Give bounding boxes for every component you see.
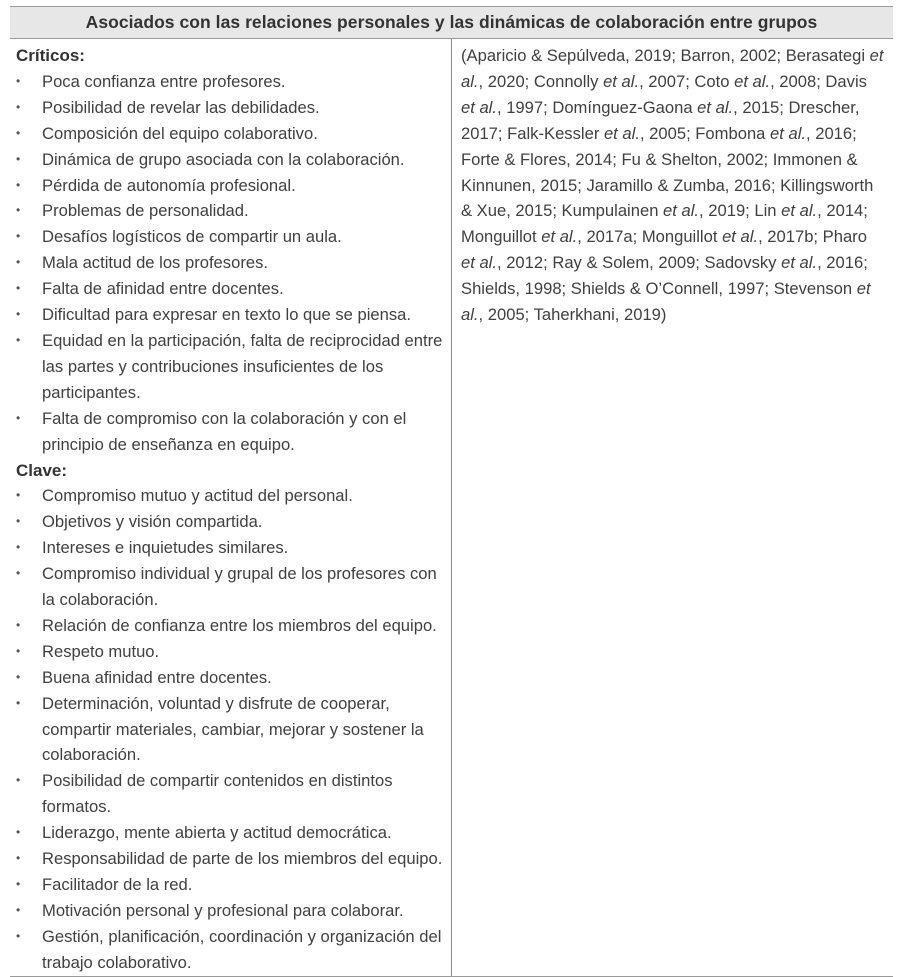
list-item <box>16 250 451 276</box>
item-list <box>16 483 451 975</box>
bullet-icon: • <box>16 151 21 166</box>
bullet-icon: • <box>16 177 21 192</box>
list-item-text: Posibilidad de revelar las debilidades. <box>42 97 320 117</box>
list-item <box>16 846 451 872</box>
list-item <box>16 276 451 302</box>
bullet-icon: • <box>16 125 21 140</box>
group-title: Críticos: <box>16 46 85 65</box>
citation-etal: et al. <box>734 71 771 91</box>
list-item <box>16 665 451 691</box>
citation-text: (Aparicio & Sepúlveda, 2019; Barron, 2002; Berasategi <box>461 46 870 65</box>
bullet-icon: • <box>16 488 21 503</box>
list-item-text: Equidad en la participación, falta de reciprocidad entre las partes y contribuciones insuficientes de los participantes. <box>42 330 443 402</box>
table-row <box>10 39 893 977</box>
list-item-text: Compromiso mutuo y actitud del personal. <box>42 486 353 506</box>
citation-etal: et al. <box>541 227 578 247</box>
factor-groups <box>16 43 451 976</box>
bullet-icon: • <box>16 229 21 244</box>
table-header: Asociados con las relaciones personales y las dinámicas de colaboración entre grupos <box>10 7 893 39</box>
citation-text: , 2016; Shields, 1998; Shields & O’Connell, 1997; Stevenson <box>461 253 868 299</box>
bullet-icon: • <box>16 566 21 581</box>
citation-etal: et al. <box>770 123 806 143</box>
citation-text: , 1997; Domínguez-Gaona <box>496 97 698 117</box>
bullet-icon: • <box>16 255 21 270</box>
bullet-icon: • <box>16 877 21 891</box>
list-item-text: Mala actitud de los profesores. <box>42 253 268 273</box>
citation-etal: et al. <box>697 97 734 117</box>
list-item-text: Respeto mutuo. <box>42 641 160 661</box>
citation-etal: et al. <box>722 227 759 247</box>
list-item-text: Determinación, voluntad y disfrute de cooperar, compartir materiales, cambiar, mejorar y sostener la colaboración. <box>42 693 424 765</box>
table-header-row <box>10 7 893 39</box>
citation-etal: et al. <box>603 123 640 143</box>
citation-text: , 2017b; Pharo <box>758 227 867 247</box>
list-item-text: Facilitador de la red. <box>42 875 193 894</box>
list-item-text: Dinámica de grupo asociada con la colaboración. <box>42 149 405 169</box>
bullet-icon: • <box>16 669 21 684</box>
list-item <box>16 198 451 224</box>
list-item <box>16 224 451 250</box>
bullet-icon: • <box>16 773 21 788</box>
list-item-text: Gestión, planificación, coordinación y organización del trabajo colaborativo. <box>42 926 442 972</box>
bullet-icon: • <box>16 203 21 218</box>
citation-etal: et al. <box>461 97 497 117</box>
list-item <box>16 898 451 924</box>
factors-table <box>10 6 893 977</box>
list-item <box>16 95 451 121</box>
list-item-text: Objetivos y visión compartida. <box>42 512 263 532</box>
bullet-icon: • <box>16 928 21 943</box>
list-item <box>16 535 451 561</box>
citation-etal: et al. <box>461 279 871 325</box>
list-item <box>16 639 451 665</box>
bullet-icon: • <box>16 73 21 88</box>
list-item-text: Relación de confianza entre los miembros del equipo. <box>42 615 437 635</box>
list-item <box>16 328 451 406</box>
list-item-text: Responsabilidad de parte de los miembros del equipo. <box>42 849 443 869</box>
citation-text: , 2019; Lin <box>699 201 782 221</box>
list-item-text: Poca confianza entre profesores. <box>42 71 286 91</box>
citation-text: , 2020; Connolly <box>478 71 604 91</box>
citation-text: , 2014; Monguillot <box>461 201 868 247</box>
list-item <box>16 173 451 199</box>
list-item-text: Posibilidad de compartir contenidos en distintos formatos. <box>42 771 393 817</box>
references-text <box>461 43 885 328</box>
list-item <box>16 69 451 95</box>
list-item-text: Motivación personal y profesional para colaborar. <box>42 900 404 920</box>
list-item <box>16 691 451 769</box>
list-item-text: Dificultad para expresar en texto lo que se piensa. <box>42 305 411 325</box>
list-item-text: Buena afinidad entre docentes. <box>42 667 272 687</box>
bullet-icon: • <box>16 99 21 114</box>
bullet-icon: • <box>16 540 21 555</box>
citation-text: , 2005; Fombona <box>639 123 771 143</box>
list-item <box>16 302 451 328</box>
citation-etal: et al. <box>781 253 818 273</box>
list-item-text: Compromiso individual y grupal de los profesores con la colaboración. <box>42 564 437 610</box>
item-list <box>16 69 451 458</box>
list-item-text: Problemas de personalidad. <box>42 201 249 221</box>
list-item-text: Desafíos logísticos de compartir un aula. <box>42 227 342 247</box>
citation-text: , 2008; Davis <box>770 71 867 91</box>
list-item-text: Intereses e inquietudes similares. <box>42 538 289 558</box>
list-item <box>16 561 451 613</box>
references-cell <box>452 39 894 977</box>
group-title: Clave: <box>16 460 68 480</box>
citation-text: , 2012; Ray & Solem, 2009; Sadovsky <box>496 253 782 273</box>
list-item-text: Composición del equipo colaborativo. <box>42 123 318 143</box>
citation-etal: et al. <box>461 253 497 273</box>
bullet-icon: • <box>16 307 21 322</box>
list-item <box>16 768 451 820</box>
list-item <box>16 483 451 509</box>
list-item-text: Falta de afinidad entre docentes. <box>42 279 284 299</box>
citation-etal: et al. <box>663 201 700 221</box>
bullet-icon: • <box>16 617 21 632</box>
citation-text: , 2007; Coto <box>639 71 735 91</box>
list-item <box>16 820 451 846</box>
bullet-icon: • <box>16 281 21 296</box>
bullet-icon: • <box>16 851 21 866</box>
bullet-icon: • <box>16 695 21 710</box>
list-item-text: Liderazgo, mente abierta y actitud democrática. <box>42 823 392 843</box>
list-item-text: Pérdida de autonomía profesional. <box>42 175 296 195</box>
citation-text: , 2005; Taherkhani, 2019) <box>478 305 667 325</box>
list-item <box>16 509 451 535</box>
factors-cell <box>10 39 452 977</box>
citation-etal: et al. <box>781 201 818 221</box>
list-item <box>16 147 451 173</box>
citation-text: , 2016; Forte & Flores, 2014; Fu & Shelton, 2002; Immonen & Kinnunen, 2015; Jaramillo & Zumba, 2016; Killingsworth & Xue, 2015; Kumpulainen <box>461 123 874 221</box>
bullet-icon: • <box>16 902 21 917</box>
bullet-icon: • <box>16 643 21 658</box>
bullet-icon: • <box>16 514 21 529</box>
bullet-icon: • <box>16 410 21 425</box>
list-item <box>16 121 451 147</box>
list-item <box>16 406 451 458</box>
list-item-text: Falta de compromiso con la colaboración y con el principio de enseñanza en equipo. <box>42 408 407 454</box>
list-item <box>16 613 451 639</box>
citation-text: , 2015; Drescher, 2017; Falk-Kessler <box>461 97 860 143</box>
list-item <box>16 872 451 898</box>
bullet-icon: • <box>16 825 21 840</box>
citation-etal: et al. <box>603 71 640 91</box>
citation-text: , 2017a; Monguillot <box>577 227 723 247</box>
citation-etal: et al. <box>461 46 884 91</box>
bullet-icon: • <box>16 332 21 347</box>
list-item <box>16 924 451 976</box>
